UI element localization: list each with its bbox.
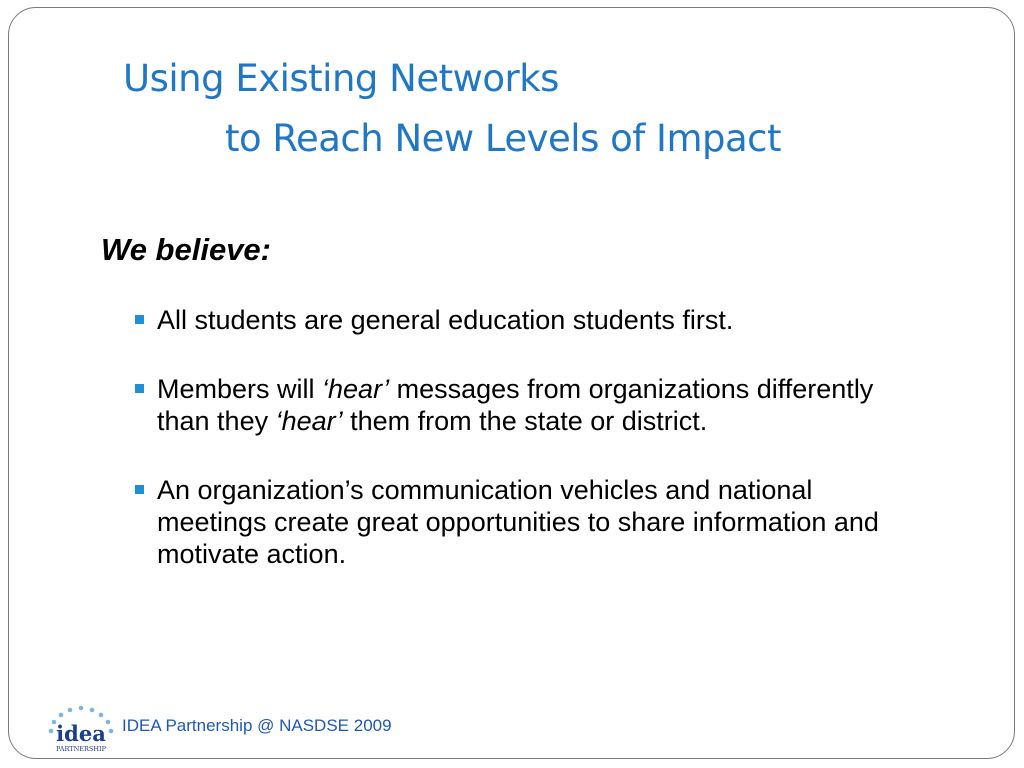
square-bullet-icon — [135, 485, 144, 494]
bullet-emphasis-hear-1: ‘hear’ — [322, 374, 390, 404]
slide-title-line-1: Using Existing Networks — [123, 57, 559, 100]
bullet-text-2-part-1: Members will — [157, 374, 323, 404]
logo-subtext: PARTNERSHIP — [56, 745, 106, 753]
slide-title-line-2: to Reach New Levels of Impact — [225, 117, 782, 160]
bullet-item-2 — [135, 373, 915, 437]
bullet-list — [135, 304, 915, 570]
idea-partnership-logo — [43, 705, 121, 755]
footer-text: IDEA Partnership @ NASDSE 2009 — [122, 716, 392, 735]
slide-frame — [8, 7, 1015, 759]
logo-word: idea — [56, 721, 106, 746]
square-bullet-icon — [135, 315, 144, 324]
bullet-item-3 — [135, 474, 915, 570]
bullet-text-2-part-3: them from the state or district. — [342, 406, 708, 436]
bullet-text-3: An organization’s communication vehicles and national meetings create great opportunities to share information and motivate action. — [157, 475, 879, 569]
square-bullet-icon — [135, 384, 144, 393]
section-heading: We believe: — [101, 232, 272, 267]
bullet-emphasis-hear-2: ‘hear’ — [275, 406, 343, 436]
bullet-item-1 — [135, 304, 915, 336]
bullet-text-1: All students are general education students first. — [157, 305, 734, 335]
bullet-text-2-part-2: messages from organizations differently than they — [157, 374, 874, 436]
